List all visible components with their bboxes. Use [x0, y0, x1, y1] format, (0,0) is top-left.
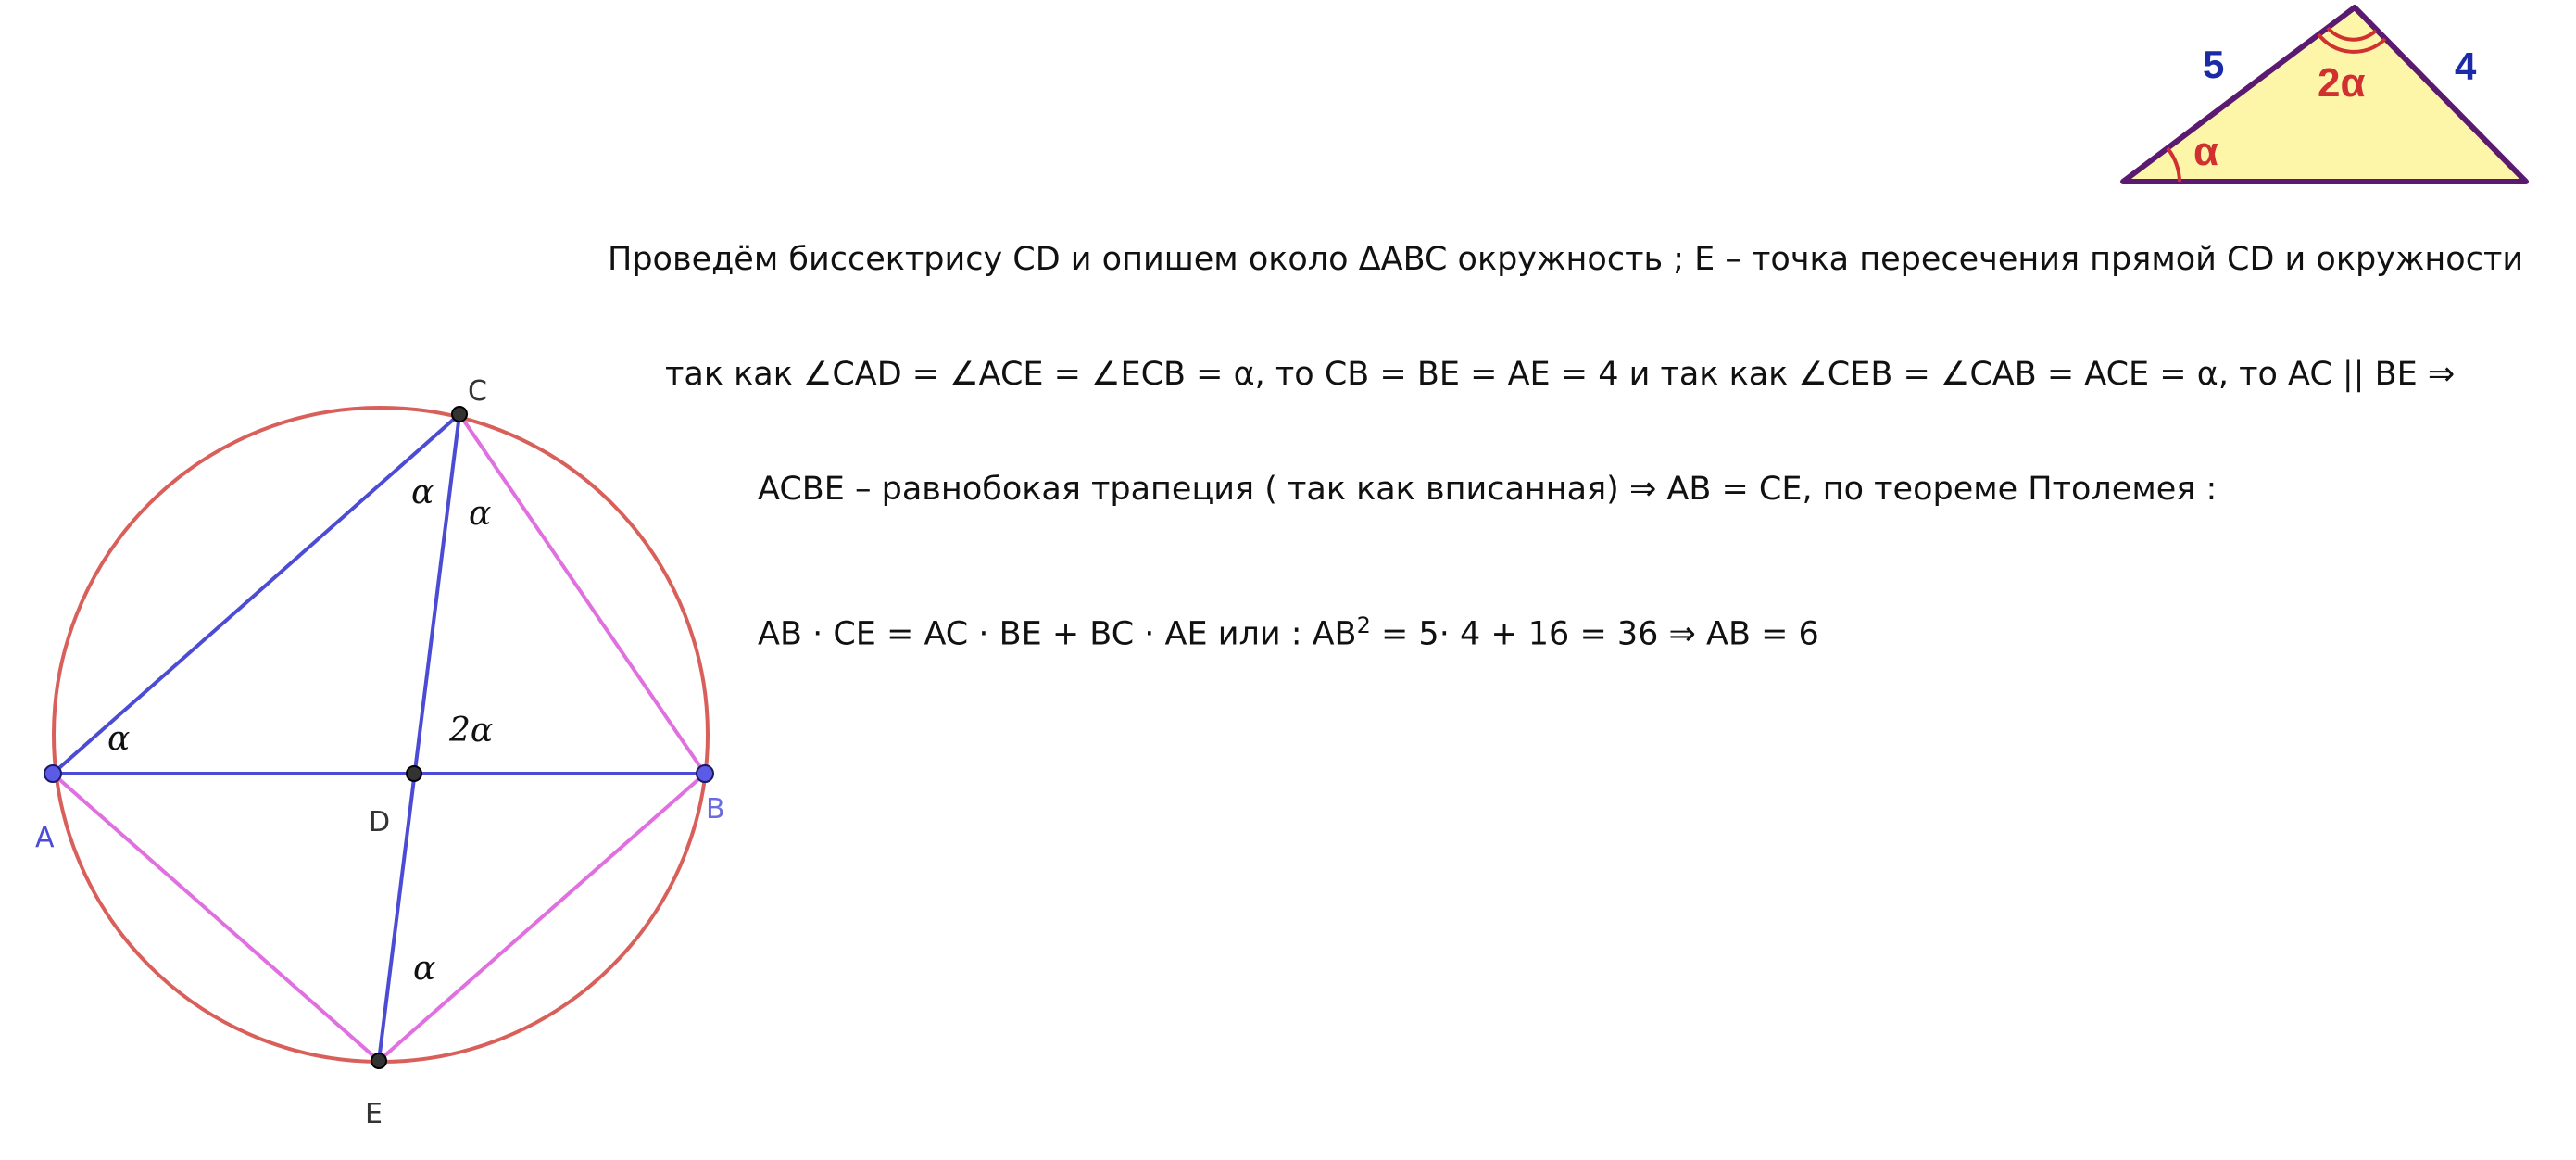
angle-label-D: 2α: [449, 712, 494, 750]
point-E: [371, 1053, 386, 1068]
label-B: B: [706, 793, 725, 826]
label-E: E: [365, 1098, 383, 1130]
label-A: A: [35, 822, 55, 854]
solution-line-4-exponent: 2: [1356, 612, 1371, 638]
solution-line-1: Проведём биссектрису CD и опишем около ΔABC окружность ; E – точка пересечения прямой CD и окружности: [608, 241, 2524, 278]
point-A: [44, 765, 61, 782]
side-label-right: 4: [2455, 44, 2477, 88]
angle-label-E: α: [413, 950, 436, 988]
solution-line-4: [758, 614, 1819, 651]
solution-line-2: так как ∠CAD = ∠ACE = ∠ECB = α, то CB = BE = AE = 4 и так как ∠CEB = ∠CAB = ACE = α, то AC || BE ⇒: [665, 356, 2456, 393]
angle-label-top: 2α: [2318, 60, 2366, 106]
point-B: [697, 765, 713, 782]
solution-line-3: ACBE – равнобокая трапеция ( так как вписанная) ⇒ AB = CE, по теореме Птолемея :: [758, 471, 2218, 508]
angle-label-A: α: [107, 720, 131, 758]
angle-label-C-left: α: [411, 473, 434, 511]
circumcircle: [54, 408, 708, 1062]
point-C: [452, 407, 467, 422]
side-label-left: 5: [2203, 43, 2225, 86]
label-C: C: [468, 375, 487, 408]
point-D: [407, 766, 421, 781]
segment-CB: [459, 414, 705, 774]
label-D: D: [369, 806, 391, 838]
solution-line-4-pre: AB · CE = AC · BE + BC · AE или : AB: [758, 615, 1357, 653]
angle-label-C-right: α: [469, 495, 492, 533]
solution-line-4-post: = 5· 4 + 16 = 36 ⇒ AB = 6: [1370, 615, 1819, 653]
angle-label-left: α: [2193, 129, 2219, 174]
